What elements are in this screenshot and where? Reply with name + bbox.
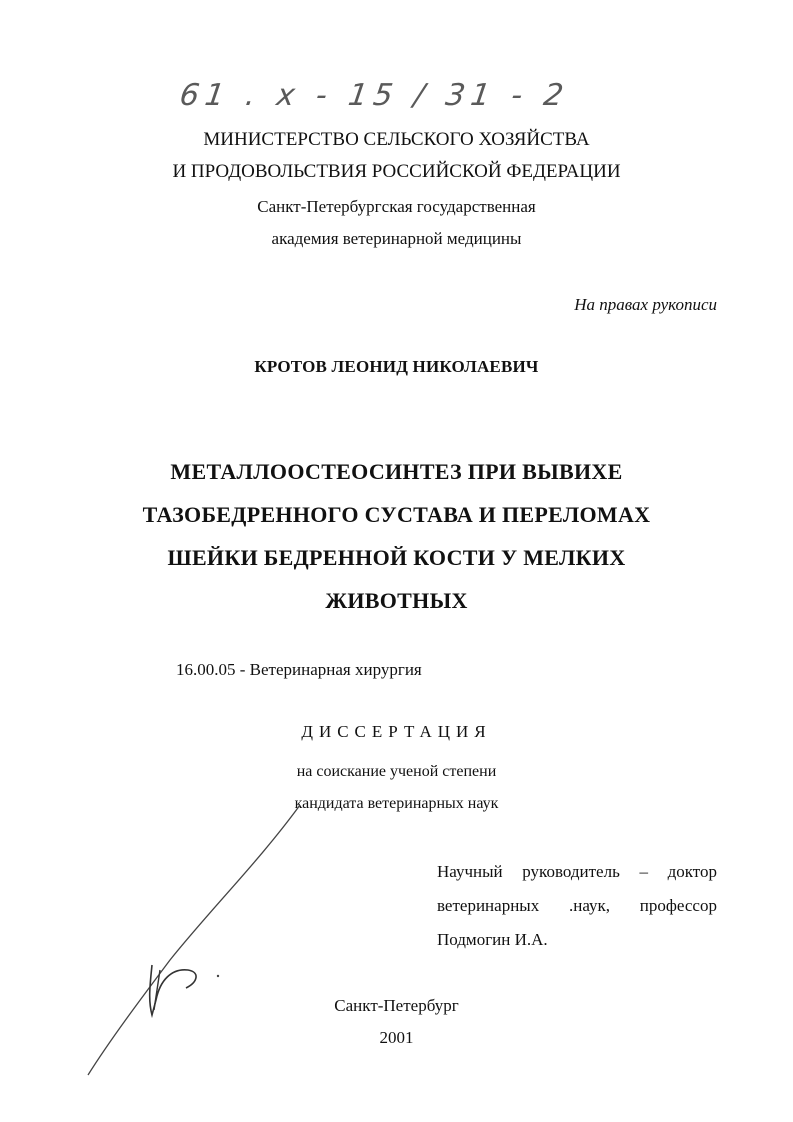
manuscript-note: На правах рукописи [574, 295, 717, 314]
advisor-line-1 [437, 861, 717, 883]
handwritten-archive-number [177, 78, 572, 128]
advisor-word: .наук, [568, 896, 611, 915]
city: Санкт-Петербург [334, 996, 459, 1015]
title-line-3: ШЕЙКИ БЕДРЕННОЙ КОСТИ У МЕЛКИХ [167, 545, 626, 570]
title-line-1: МЕТАЛЛООСТЕОСИНТЕЗ ПРИ ВЫВИХЕ [170, 459, 623, 484]
advisor-word: – [639, 862, 648, 881]
specialty-code: 16.00.05 - Ветеринарная хирургия [176, 660, 422, 679]
document-type: ДИССЕРТАЦИЯ [301, 722, 492, 741]
advisor-word: ветеринарных [437, 896, 540, 915]
academy-line-2: академия ветеринарной медицины [271, 229, 522, 248]
degree-line-1: на соискание ученой степени [296, 763, 497, 780]
signature-dot [217, 975, 219, 977]
ministry-line-1: МИНИСТЕРСТВО СЕЛЬСКОГО ХОЗЯЙСТВА [203, 129, 590, 150]
advisor-line-2 [437, 895, 717, 917]
title-line-2: ТАЗОБЕДРЕННОГО СУСТАВА И ПЕРЕЛОМАХ [142, 502, 651, 527]
advisor-word: руководитель [522, 862, 620, 881]
title-line-4: ЖИВОТНЫХ [325, 588, 468, 613]
ministry-line-2: И ПРОДОВОЛЬСТВИЯ РОССИЙСКОЙ ФЕДЕРАЦИИ [172, 161, 621, 182]
author-name: КРОТОВ ЛЕОНИД НИКОЛАЕВИЧ [254, 357, 539, 376]
advisor-name: Подмогин И.А. [437, 930, 548, 949]
advisor-word: профессор [639, 896, 717, 915]
handwritten-signature [60, 800, 360, 1090]
advisor-word: Научный [437, 862, 503, 881]
degree-line-2: кандидата ветеринарных наук [294, 795, 499, 812]
advisor-word: доктор [667, 862, 717, 881]
year: 2001 [379, 1028, 414, 1047]
academy-line-1: Санкт-Петербургская государственная [257, 197, 536, 216]
signature-long-stroke [88, 805, 300, 1075]
handwritten-number-text: 61 . x - 15 / 31 - 2 [177, 78, 572, 113]
